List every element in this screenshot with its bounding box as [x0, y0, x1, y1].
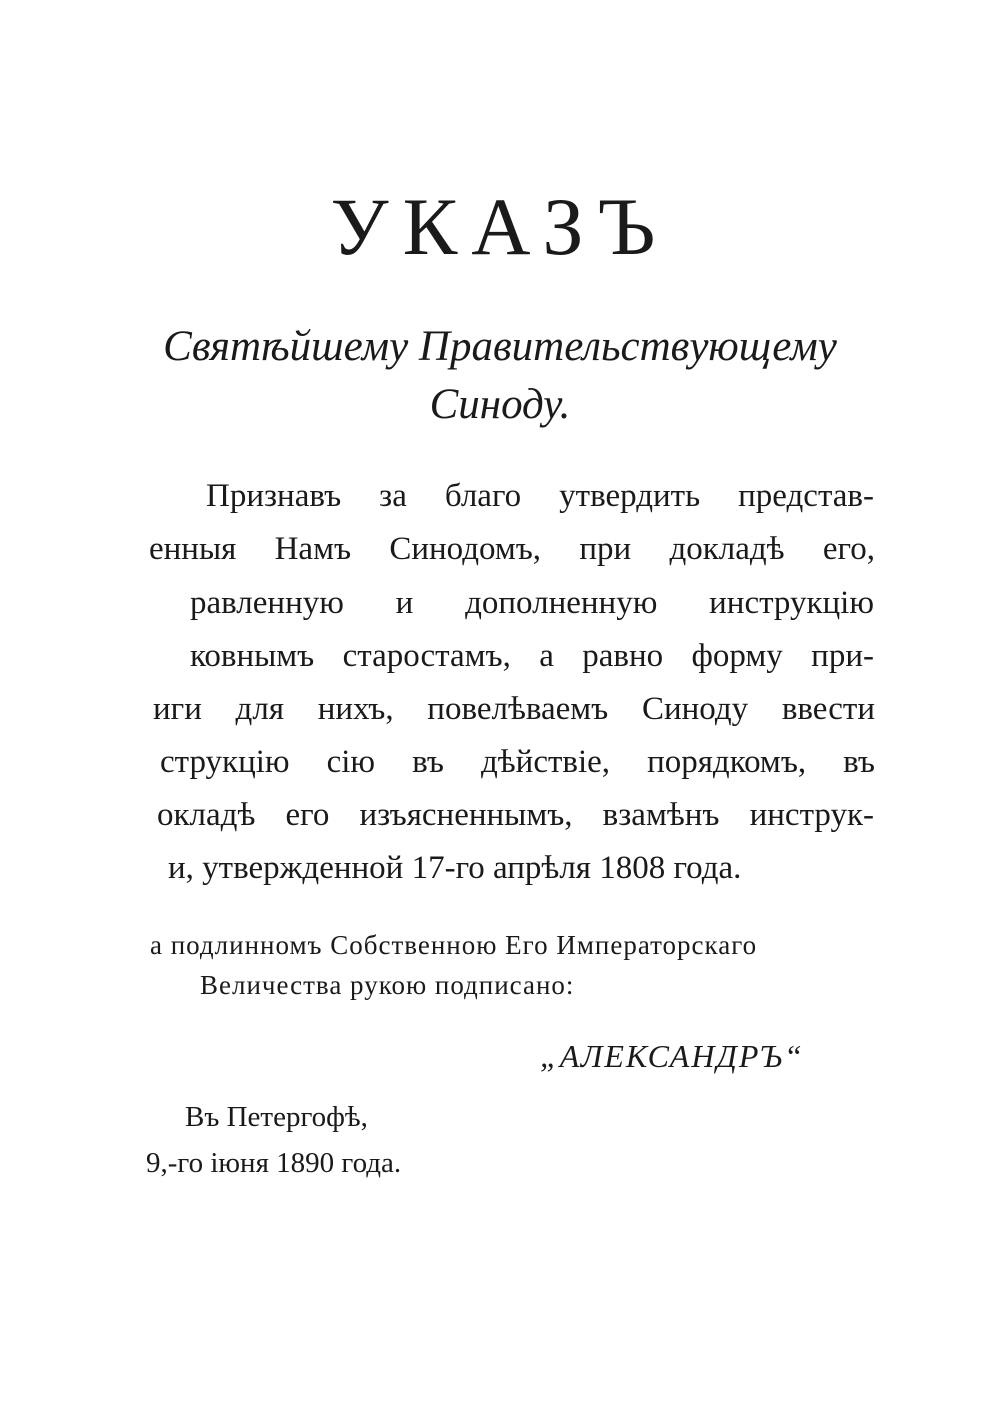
addressee-line-1: Святѣйшему Правительствующему: [163, 323, 837, 370]
body-line-3: равленную и дополненную инструкцію: [190, 587, 874, 620]
body-line-7: окладѣ его изъясненнымъ, взамѣнъ инструк-: [157, 799, 874, 832]
signature: „АЛЕКСАНДРЪ“: [540, 1038, 804, 1074]
addressee-line-2: Синоду.: [429, 381, 571, 428]
note-line-2: Величества рукою подписано:: [200, 970, 575, 1000]
date-line: 9,-го іюня 1890 года.: [146, 1147, 402, 1179]
body-line-4: ковнымъ старостамъ, а равно форму при-: [190, 640, 874, 673]
body-line-6: струкцію сію въ дѣйствіе, порядкомъ, въ: [160, 746, 875, 779]
body-line-5: иги для нихъ, повелѣваемъ Синоду ввести: [153, 693, 875, 726]
body-line-8: и, утвержденной 17-го апрѣля 1808 года.: [168, 852, 742, 885]
body-line-2: енныя Намъ Синодомъ, при докладѣ его,: [149, 533, 875, 566]
document-title: УКАЗЪ: [330, 181, 670, 272]
place-line: Въ Петергофѣ,: [185, 1101, 368, 1133]
note-line-1: а подлинномъ Собственною Его Императорскаго: [150, 930, 758, 960]
body-line-1: Признавъ за благо утвердить представ-: [206, 480, 874, 513]
